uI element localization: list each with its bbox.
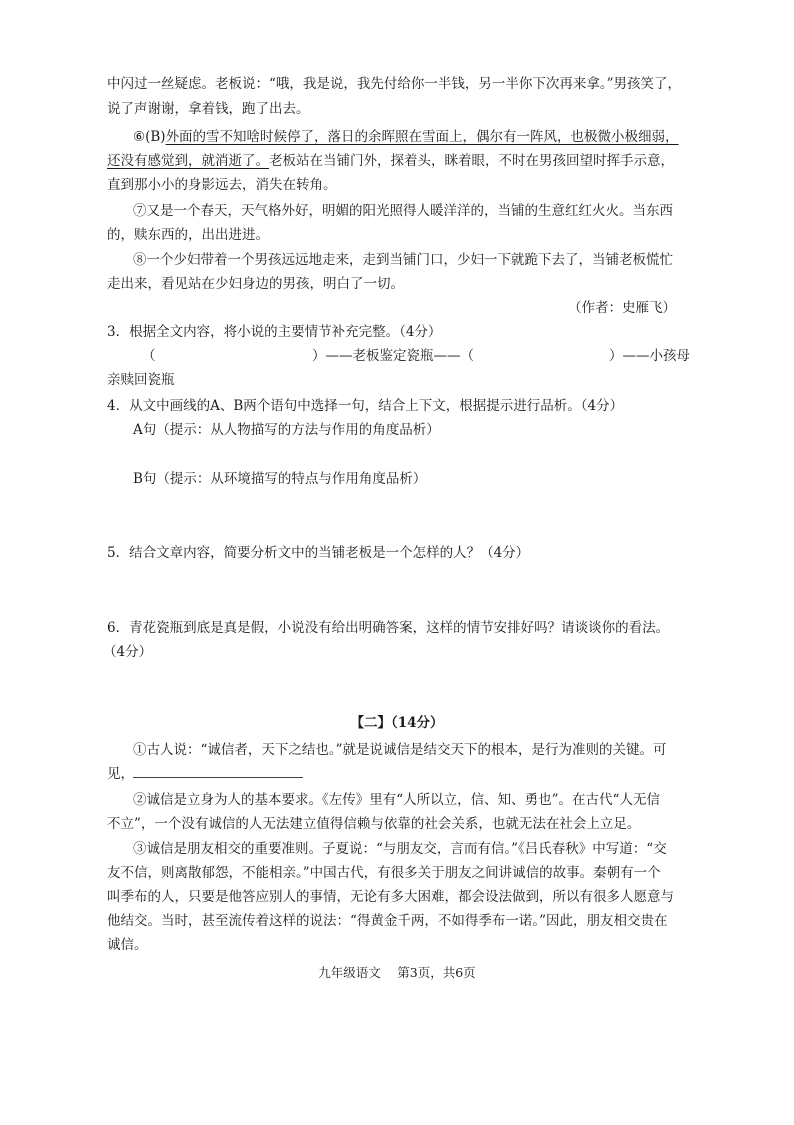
question-5: 5．结合文章内容，简要分析文中的当铺老板是一个怎样的人？（4分）	[107, 545, 530, 561]
section-2-p3-line1: ③诚信是朋友相交的重要准则。子夏说：“与朋友交，言而有信。”《吕氏春秋》中写道：“交	[133, 841, 667, 857]
underlined-sentence-b-part1: 外面的雪不知啥时候停了，落日的余晖照在雪面上，偶尔有一阵风，也极微小极细弱，	[165, 129, 679, 145]
answer-blank-line[interactable]	[133, 777, 303, 778]
q3-continuation: 亲赎回瓷瓶	[107, 372, 175, 388]
question-4-a-hint: A句（提示：从人物描写的方法与作用的角度品析）	[133, 422, 440, 438]
question-4-b-hint: B句（提示：从环境描写的特点与作用角度品析）	[133, 471, 427, 487]
question-4: 4．从文中画线的A、B两个语句中选择一句，结合上下文，根据提示进行品析。（4分）	[107, 398, 624, 414]
passage-line-9: 走出来，看见站在少妇身边的男孩，明白了一切。	[107, 276, 404, 292]
section-2-p3-line4: 他结交。当时，甚至流传着这样的说法：“得黄金千两，不如得季布一诺。”因此，朋友相交贵在	[107, 913, 668, 929]
author-credit: （作者：史雁飞）	[568, 300, 676, 316]
section-2-p2-line2: 不立”，一个没有诚信的人无法建立值得信赖与依靠的社会关系，也就无法在社会上立足。	[107, 816, 641, 832]
question-3: 3．根据全文内容，将小说的主要情节补充完整。（4分）	[107, 324, 442, 340]
q3-blank-open: （	[142, 348, 156, 364]
passage-line-5: 直到那小小的身影远去，消失在转角。	[107, 177, 337, 193]
underlined-sentence-b-part2: 还没有感觉到，就消逝了。	[107, 153, 269, 169]
section-2-p3-line5: 诚信。	[107, 937, 148, 953]
passage-line-2: 说了声谢谢，拿着钱，跑了出去。	[107, 101, 310, 117]
passage-line-3	[133, 127, 679, 147]
question-6-score: （4分）	[103, 644, 153, 660]
paragraph-marker-b: ⑥(B)	[133, 129, 166, 145]
section-2-p1-line1: ①古人说：“诚信者，天下之结也。”就是说诚信是结交天下的根本，是行为准则的关键。可	[133, 742, 667, 758]
section-2-p1-line2: 见，	[107, 766, 134, 782]
page-footer: 九年级语文 第3页，共6页	[318, 965, 476, 980]
passage-line-6: ⑦又是一个春天，天气格外好，明媚的阳光照得人暖洋洋的，当铺的生意红红火火。当东西	[133, 203, 673, 219]
section-2-p3-line3: 叫季布的人，只要是他答应别人的事情，无论有多大困难，都会设法做到，所以有很多人愿意与	[107, 889, 674, 905]
section-2-p3-line2: 友不信，则离散郁怨，不能相亲。”中国古代，有很多关于朋友之间讲诚信的故事。秦朝有一个	[107, 865, 661, 881]
section-2-p2-line1: ②诚信是立身为人的基本要求。《左传》里有“人所以立，信、知、勇也”。在古代“人无信	[133, 792, 660, 808]
question-6: 6．青花瓷瓶到底是真是假，小说没有给出明确答案，这样的情节安排好吗？请谈谈你的看法。	[107, 620, 670, 636]
passage-line-7: 的，赎东西的，出出进进。	[107, 227, 269, 243]
section-2-heading: 【二】（14分）	[350, 715, 444, 731]
q3-middle-text: ）——老板鉴定瓷瓶——（	[312, 348, 474, 364]
passage-line-1: 中闪过一丝疑虑。老板说：“哦，我是说，我先付给你一半钱，另一半你下次再来拿。”男孩笑了，	[107, 76, 682, 92]
passage-line-4-rest: 老板站在当铺门外，探着头，眯着眼，不时在男孩回望时挥手示意，	[269, 153, 674, 169]
passage-line-4	[107, 151, 674, 171]
passage-line-8: ⑧一个少妇带着一个男孩远远地走来，走到当铺门口，少妇一下就跪下去了，当铺老板慌忙	[133, 252, 673, 268]
q3-end-text: ）——小孩母	[609, 348, 690, 364]
